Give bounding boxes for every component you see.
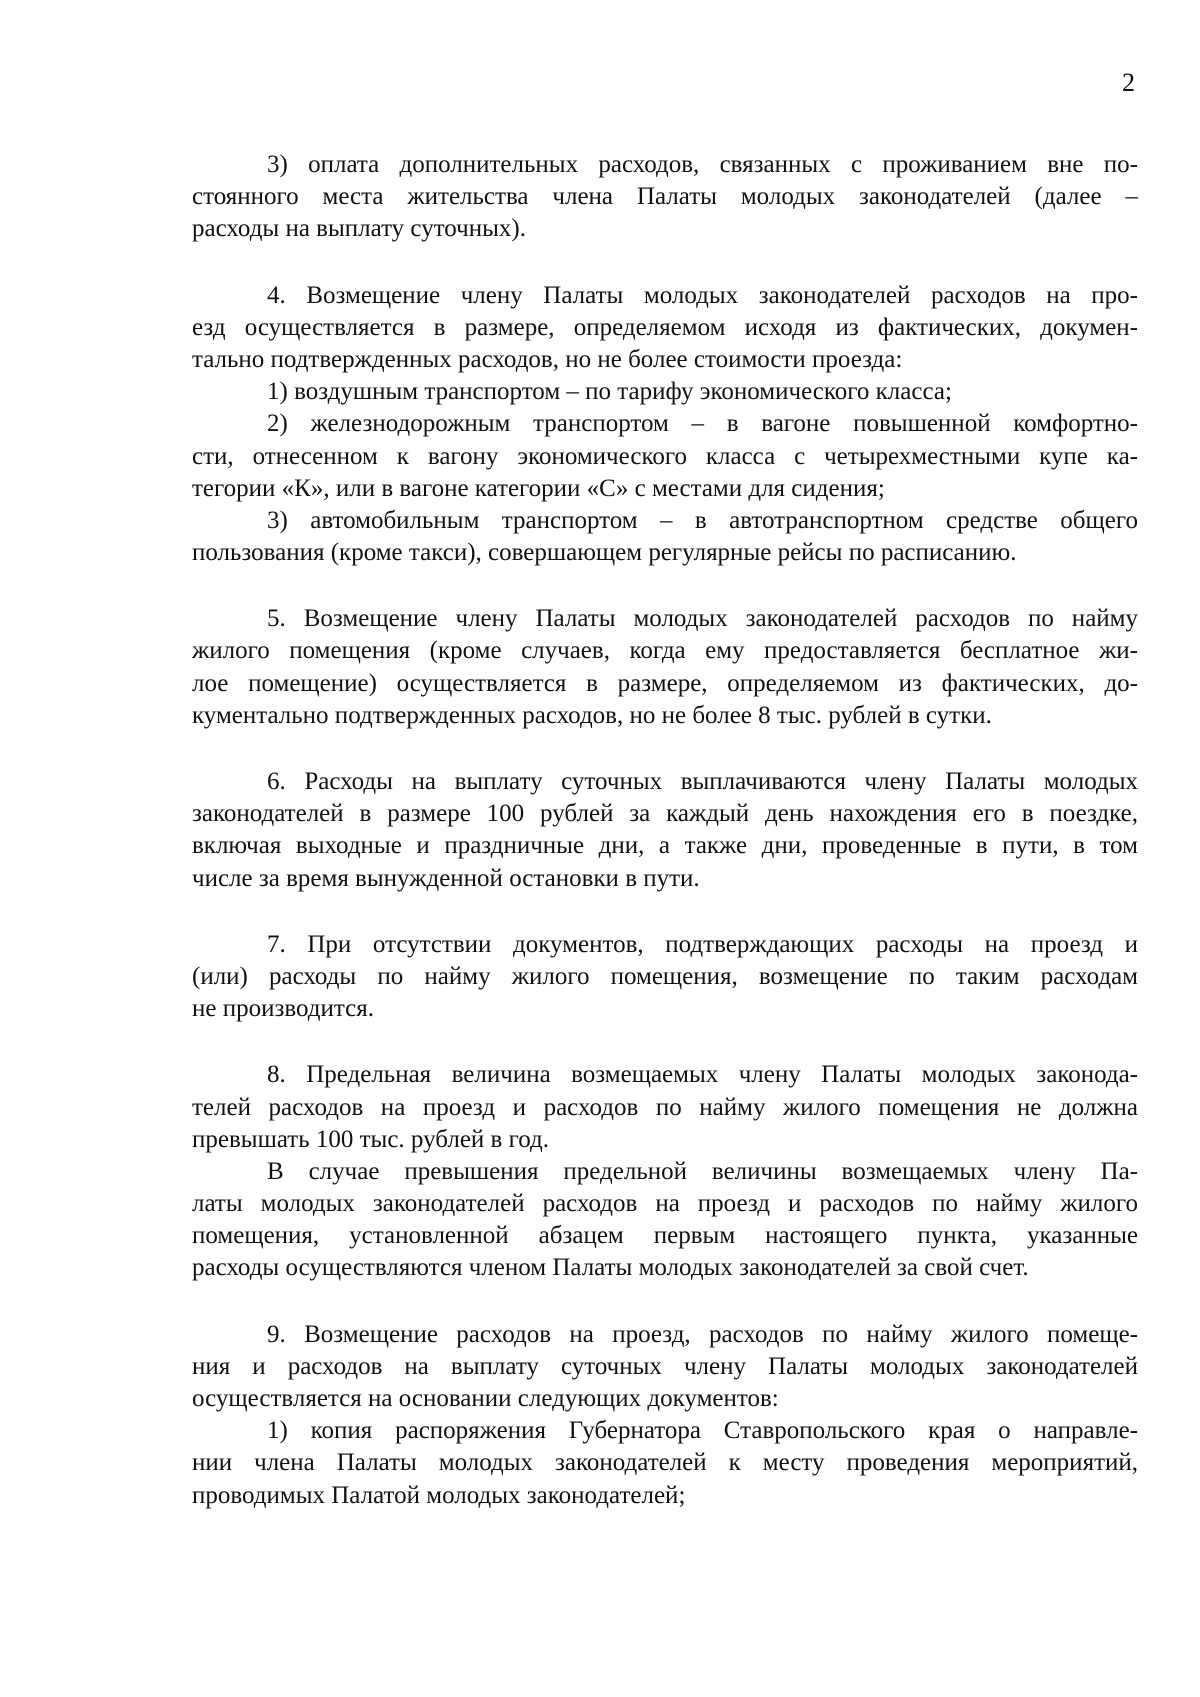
paragraph-gap — [192, 732, 1138, 766]
paragraph-5-housing — [192, 603, 1138, 732]
text-line: пользования (кроме такси), совершающем регулярные рейсы по расписанию. — [192, 539, 1017, 567]
text-line: кументально подтвержденных расходов, но не более 8 тыс. рублей в сутки. — [192, 701, 992, 729]
text-line: числе за время вынужденной остановки в пути. — [192, 864, 700, 892]
text-line: (или) расходы по найму жилого помещения, возмещение по таким расходам — [192, 962, 1138, 990]
text-line: проводимых Палатой молодых законодателей; — [192, 1481, 686, 1509]
paragraph-4-travel-reimbursement — [192, 280, 1138, 570]
text-line: 7. При отсутствии документов, подтверждающих расходы на проезд и — [267, 930, 1138, 958]
text-line: ния и расходов на выплату суточных члену Палаты молодых законодателей — [192, 1352, 1138, 1380]
text-line: помещения, установленной абзацем первым настоящего пункта, указанные — [192, 1222, 1138, 1250]
text-line: 6. Расходы на выплату суточных выплачиваются члену Палаты молодых — [267, 768, 1138, 795]
text-line: нии члена Палаты молодых законодателей к месту проведения мероприятий, — [192, 1449, 1138, 1477]
text-line: 1) копия распоряжения Губернатора Ставропольского края о направле- — [267, 1417, 1138, 1445]
text-line: 2) железнодорожным транспортом – в вагоне повышенной комфортно- — [267, 410, 1138, 438]
paragraph-9-documents-basis — [192, 1319, 1138, 1512]
text-line: 8. Предельная величина возмещаемых члену Палаты молодых законода- — [267, 1061, 1138, 1089]
text-line: тегории «К», или в вагоне категории «С» с местами для сидения; — [192, 474, 885, 502]
text-line: 5. Возмещение члену Палаты молодых законодателей расходов по найму — [267, 605, 1138, 633]
paragraph-7-no-documents — [192, 929, 1138, 1026]
text-line: телей расходов на проезд и расходов по найму жилого помещения не должна — [192, 1093, 1138, 1121]
paragraph-gap — [192, 1285, 1138, 1319]
text-line: 9. Возмещение расходов на проезд, расходов по найму жилого помеще- — [267, 1320, 1138, 1348]
text-line: 3) автомобильным транспортом – в автотранспортном средстве общего — [267, 506, 1138, 534]
text-line: осуществляется на основании следующих документов: — [192, 1385, 779, 1412]
paragraph-gap — [192, 895, 1138, 929]
text-line: тально подтвержденных расходов, но не более стоимости проезда: — [192, 345, 903, 373]
paragraph-gap — [192, 569, 1138, 603]
paragraph-3-daily-allowance — [192, 149, 1138, 246]
text-line: законодателей в размере 100 рублей за каждый день нахождения его в поездке, — [192, 800, 1138, 828]
text-line: жилого помещения (кроме случаев, когда ему предоставляется бесплатное жи- — [192, 637, 1138, 665]
text-line: 4. Возмещение члену Палаты молодых законодателей расходов на про- — [267, 281, 1138, 309]
text-line: езд осуществляется в размере, определяемом исходя из фактических, докумен- — [192, 313, 1138, 341]
text-line: расходы осуществляются членом Палаты молодых законодателей за свой счет. — [192, 1254, 1029, 1282]
text-line: сти, отнесенном к вагону экономического класса с четырехместными купе ка- — [192, 442, 1138, 470]
text-line: включая выходные и праздничные дни, а также дни, проведенные в пути, в том — [192, 832, 1138, 860]
text-line: превышать 100 тыс. рублей в год. — [192, 1125, 549, 1153]
page-number: 2 — [1122, 68, 1135, 97]
paragraph-6-per-diem — [192, 766, 1138, 895]
text-line: В случае превышения предельной величины возмещаемых члену Па- — [267, 1157, 1138, 1185]
text-line: не производится. — [192, 995, 374, 1023]
text-line: лое помещение) осуществляется в размере, определяемом из фактических, до- — [192, 669, 1138, 697]
text-line: 3) оплата дополнительных расходов, связанных с проживанием вне по- — [267, 151, 1138, 178]
text-line: стоянного места жительства члена Палаты молодых законодателей (далее – — [192, 183, 1138, 211]
text-line: 1) воздушным транспортом – по тарифу экономического класса; — [267, 378, 952, 406]
document-body — [192, 149, 1138, 1512]
paragraph-8-limit — [192, 1059, 1138, 1284]
paragraph-gap — [192, 246, 1138, 280]
paragraph-gap — [192, 1025, 1138, 1059]
text-line: расходы на выплату суточных). — [192, 215, 526, 243]
text-line: латы молодых законодателей расходов на проезд и расходов по найму жилого — [192, 1190, 1138, 1218]
